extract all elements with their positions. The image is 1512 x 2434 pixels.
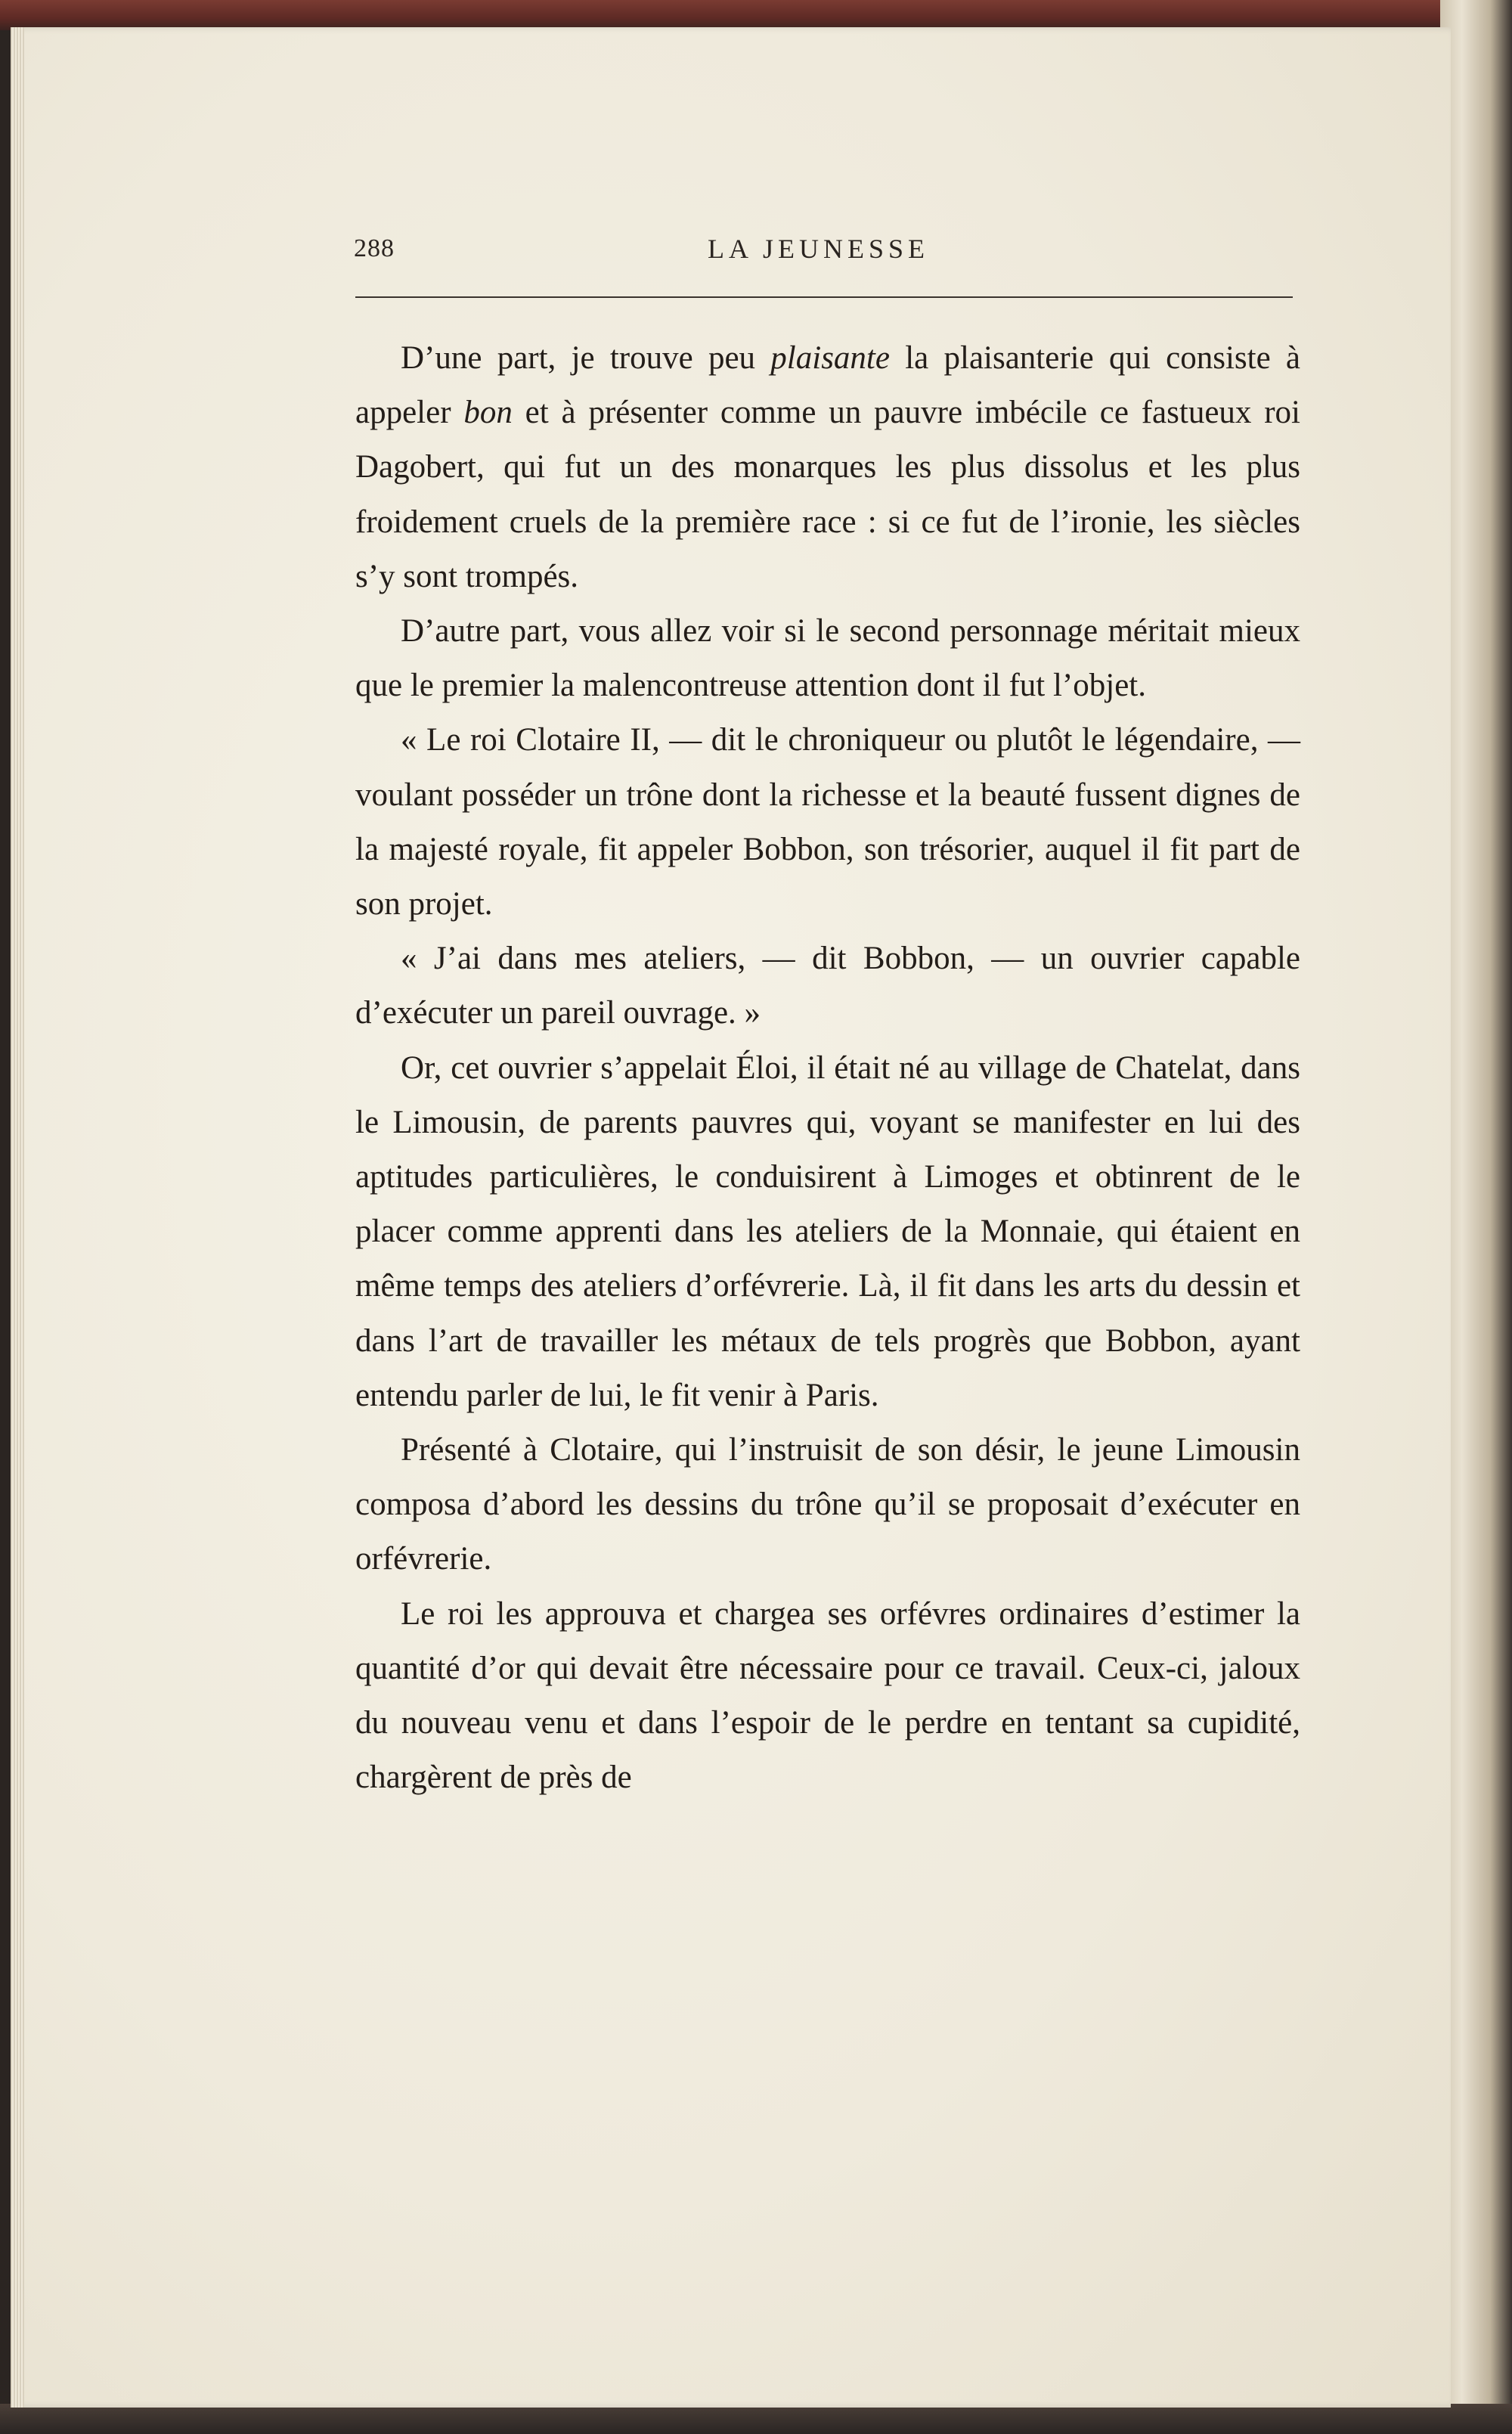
book-binding-bottom [0, 2404, 1512, 2434]
header-rule [355, 296, 1293, 298]
body-text [355, 331, 1300, 1805]
paragraph-2: D’autre part, vous allez voir si le second personnage méritait mieux que le premier la malencontreuse attention dont il fut l’objet. [355, 613, 1300, 704]
paragraph-5: Or, cet ouvrier s’appelait Éloi, il était né au village de Chatelat, dans le Limousin, de parents pauvres qui, voyant se manifester en lui des aptitudes particulières, le conduisirent à Limoges et obtinrent de le placer comme apprenti dans les ateliers de la Monnaie, qui étaient en même temps des ateliers d’orfévrerie. Là, il fit dans les arts du dessin et dans l’art de travailler les métaux de tels progrès que Bobbon, ayant entendu parler de lui, le fit venir à Paris. [355, 1050, 1300, 1413]
paragraph-1-text-a: D’une part, je trouve peu [401, 340, 771, 376]
book-binding-top [0, 0, 1512, 30]
paragraph-1-text-c: et à présenter comme un pauvre imbécile ce fastueux roi Dagobert, qui fut un des monarques les plus dissolus et les plus froidement cruels de la première race : si ce fut de l’ironie, les siècles s’y sont trompés. [355, 395, 1300, 594]
page-number: 288 [354, 234, 395, 262]
paragraph-4: « J’ai dans mes ateliers, — dit Bobbon, — un ouvrier capable d’exécuter un pareil ouvrage. » [355, 941, 1300, 1031]
paragraph-1 [355, 331, 1300, 604]
paragraph-3: « Le roi Clotaire II, — dit le chroniqueur ou plutôt le légendaire, — voulant posséder un trône dont la richesse et la beauté fussent dignes de la majesté royale, fit appeler Bobbon, son trésorier, auquel il fit part de son projet. [355, 722, 1300, 922]
paragraph-1-text-b: la plaisanterie qui consiste à appeler [355, 340, 1301, 431]
paragraph-1-italic-plaisante: plaisante [770, 340, 890, 376]
paragraph-7: Le roi les approuva et chargea ses orfévres ordinaires d’estimer la quantité d’or qui devait être nécessaire pour ce travail. Ceux-ci, jaloux du nouveau venu et dans l’espoir de le perdre en tentant sa cupidité, chargèrent de près de [355, 1595, 1300, 1796]
running-title: LA JEUNESSE [708, 234, 930, 264]
paragraph-1-italic-bon: bon [463, 395, 513, 431]
paragraph-6: Présenté à Clotaire, qui l’instruisit de son désir, le jeune Limousin composa d’abord les dessins du trône qu’il se proposait d’exécuter en orfévrerie. [355, 1432, 1300, 1577]
book-page-edges [1440, 0, 1512, 2434]
page-gutter [11, 27, 24, 2408]
page-header [345, 227, 1306, 272]
